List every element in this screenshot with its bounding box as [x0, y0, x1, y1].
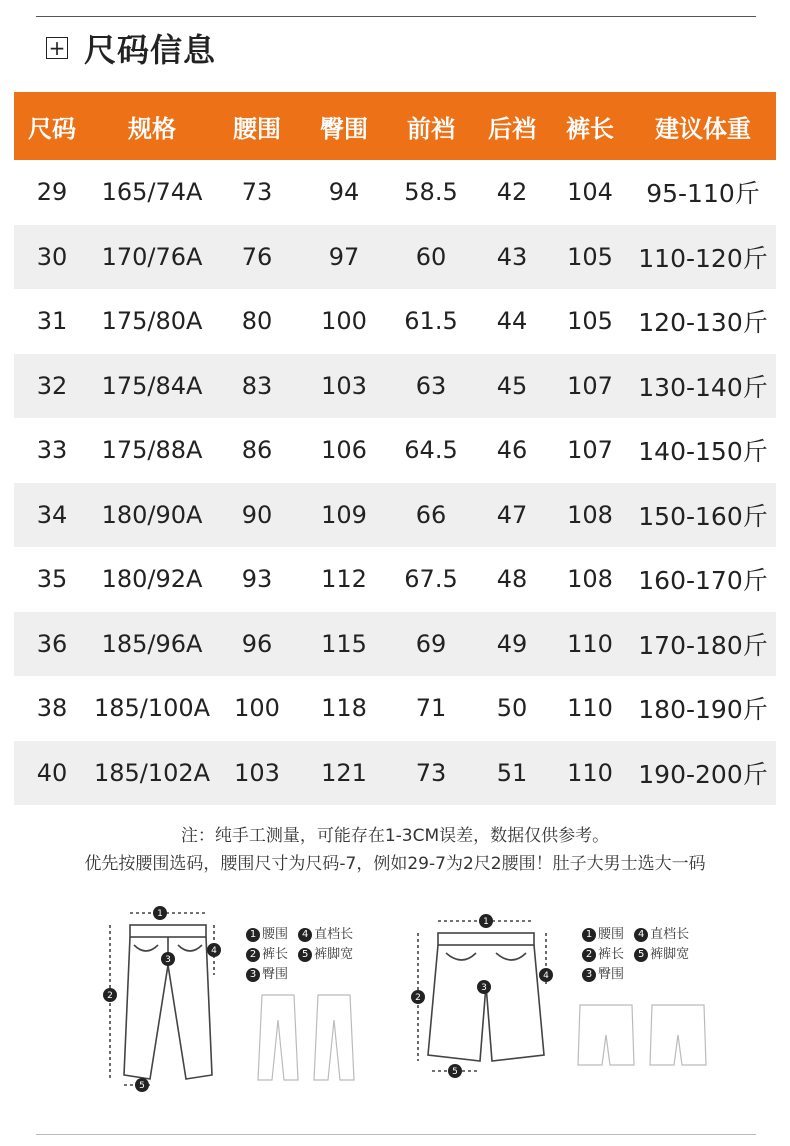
- table-row: [14, 354, 776, 419]
- cell-front-rise: 66: [388, 483, 474, 548]
- legend-rise: 直档长: [314, 927, 354, 942]
- section-header: [46, 28, 216, 68]
- legend-shorts: [582, 925, 695, 985]
- cell-spec: 185/96A: [90, 612, 214, 677]
- cell-waist: 96: [214, 612, 300, 677]
- svg-text:4: 4: [211, 946, 217, 956]
- cell-size: 31: [36, 307, 68, 336]
- cell-length: 108: [567, 565, 613, 594]
- cell-hip: 121: [300, 741, 388, 806]
- cell-weight: 150-160斤: [630, 483, 776, 548]
- cell-waist: 73: [241, 178, 273, 207]
- cell-hip: 100: [321, 307, 367, 336]
- cell-size: 30: [14, 225, 90, 290]
- cell-spec: 180/90A: [90, 483, 214, 548]
- cell-waist: 76: [214, 225, 300, 290]
- cell-length: 107: [550, 354, 630, 419]
- legend-hem: 裤脚宽: [650, 947, 690, 962]
- cell-front-rise: 71: [415, 694, 447, 723]
- header-hip: 臀围: [300, 92, 388, 160]
- cell-back-rise: 44: [496, 307, 528, 336]
- svg-text:2: 2: [107, 991, 113, 1001]
- cell-waist: 83: [214, 354, 300, 419]
- cell-back-rise: 49: [474, 612, 550, 677]
- svg-text:5: 5: [139, 1081, 145, 1091]
- note-line-1: 注：纯手工测量，可能存在1-3CM误差，数据仅供参考。: [180, 826, 610, 846]
- header-waist: 腰围: [214, 92, 300, 160]
- legend-hip: 臀围: [598, 967, 625, 982]
- cell-length: 108: [550, 483, 630, 548]
- cell-length: 110: [567, 694, 613, 723]
- legend-num-4: 4: [298, 928, 312, 942]
- page-title: 尺码信息: [84, 31, 217, 69]
- cell-spec: 165/74A: [101, 178, 203, 207]
- cell-front-rise: 61.5: [404, 307, 458, 336]
- cell-waist: 80: [241, 307, 273, 336]
- cell-length: 110: [550, 612, 630, 677]
- cell-back-rise: 51: [474, 741, 550, 806]
- legend-num-3: 3: [246, 968, 260, 982]
- cell-spec: 185/102A: [90, 741, 214, 806]
- legend-num-5: 5: [634, 948, 648, 962]
- cell-hip: 109: [300, 483, 388, 548]
- cell-length: 107: [567, 436, 613, 465]
- cell-back-rise: 45: [474, 354, 550, 419]
- cell-hip: 112: [321, 565, 367, 594]
- legend-num-2: 2: [582, 948, 596, 962]
- cell-front-rise: 69: [388, 612, 474, 677]
- cell-back-rise: 42: [496, 178, 528, 207]
- legend-length: 裤长: [262, 947, 289, 962]
- cell-hip: 97: [300, 225, 388, 290]
- header-spec: 规格: [90, 92, 214, 160]
- cell-weight: 95-110斤: [646, 179, 760, 209]
- measurement-diagram: [0, 895, 790, 1120]
- cell-size: 29: [36, 178, 68, 207]
- legend-hip: 臀围: [262, 967, 289, 982]
- cell-hip: 103: [300, 354, 388, 419]
- cell-waist: 100: [234, 694, 280, 723]
- cell-length: 105: [550, 225, 630, 290]
- cell-size: 33: [36, 436, 68, 465]
- cell-size: 36: [14, 612, 90, 677]
- cell-length: 104: [567, 178, 613, 207]
- legend-hem: 裤脚宽: [314, 947, 354, 962]
- cell-spec: 175/80A: [101, 307, 203, 336]
- svg-text:2: 2: [415, 993, 421, 1003]
- table-row: [14, 160, 776, 225]
- cell-weight: 170-180斤: [630, 612, 776, 677]
- bottom-rule: [36, 1134, 756, 1135]
- cell-size: 38: [36, 694, 68, 723]
- legend-num-1: 1: [582, 928, 596, 942]
- table-header-row: [14, 92, 776, 160]
- svg-text:1: 1: [483, 917, 489, 927]
- cell-back-rise: 48: [496, 565, 528, 594]
- cell-length: 105: [567, 307, 613, 336]
- cell-weight: 120-130斤: [638, 308, 768, 338]
- header-size: 尺码: [14, 92, 90, 160]
- table-row: [14, 483, 776, 548]
- cell-weight: 180-190斤: [638, 695, 768, 725]
- cell-weight: 190-200斤: [630, 741, 776, 806]
- table-row: [14, 225, 776, 290]
- cell-weight: 140-150斤: [638, 437, 768, 467]
- cell-spec: 175/88A: [101, 436, 203, 465]
- legend-num-4: 4: [634, 928, 648, 942]
- cell-front-rise: 73: [388, 741, 474, 806]
- table-row: [14, 612, 776, 677]
- cell-waist: 103: [214, 741, 300, 806]
- cell-front-rise: 60: [388, 225, 474, 290]
- cell-waist: 93: [241, 565, 273, 594]
- svg-text:3: 3: [165, 955, 171, 965]
- header-back-rise: 后裆: [474, 92, 550, 160]
- size-table: [14, 92, 776, 805]
- cell-weight: 130-140斤: [630, 354, 776, 419]
- legend-num-3: 3: [582, 968, 596, 982]
- cell-hip: 115: [300, 612, 388, 677]
- cell-waist: 86: [241, 436, 273, 465]
- table-row: [14, 741, 776, 806]
- cell-front-rise: 67.5: [404, 565, 458, 594]
- svg-text:4: 4: [543, 971, 549, 981]
- legend-num-2: 2: [246, 948, 260, 962]
- cell-waist: 90: [214, 483, 300, 548]
- plus-box-icon: +: [46, 37, 68, 59]
- cell-weight: 160-170斤: [638, 566, 768, 596]
- legend-waist: 腰围: [262, 927, 289, 942]
- top-rule: [36, 16, 756, 17]
- legend-num-1: 1: [246, 928, 260, 942]
- note-line-2: 优先按腰围选码，腰围尺寸为尺码-7，例如29-7为2尺2腰围！肚子大男士选大一码: [84, 854, 706, 874]
- cell-size: 40: [14, 741, 90, 806]
- header-front-rise: 前裆: [388, 92, 474, 160]
- cell-size: 35: [36, 565, 68, 594]
- cell-back-rise: 47: [474, 483, 550, 548]
- cell-spec: 170/76A: [90, 225, 214, 290]
- notes: [0, 822, 790, 878]
- cell-back-rise: 50: [496, 694, 528, 723]
- header-length: 裤长: [550, 92, 630, 160]
- legend-waist: 腰围: [598, 927, 625, 942]
- cell-front-rise: 64.5: [404, 436, 458, 465]
- table-row: [14, 547, 776, 612]
- cell-back-rise: 43: [474, 225, 550, 290]
- cell-hip: 106: [321, 436, 367, 465]
- cell-size: 32: [14, 354, 90, 419]
- cell-front-rise: 63: [388, 354, 474, 419]
- table-row: [14, 418, 776, 483]
- cell-spec: 180/92A: [101, 565, 203, 594]
- legend-rise: 直档长: [650, 927, 690, 942]
- cell-size: 34: [14, 483, 90, 548]
- cell-spec: 185/100A: [93, 694, 211, 723]
- cell-front-rise: 58.5: [404, 178, 458, 207]
- legend-num-5: 5: [298, 948, 312, 962]
- legend-trousers: [246, 925, 359, 985]
- cell-hip: 94: [328, 178, 360, 207]
- cell-length: 110: [550, 741, 630, 806]
- svg-text:3: 3: [481, 983, 487, 993]
- cell-spec: 175/84A: [90, 354, 214, 419]
- cell-hip: 118: [321, 694, 367, 723]
- table-row: [14, 289, 776, 354]
- table-row: [14, 676, 776, 741]
- header-weight: 建议体重: [630, 92, 776, 160]
- cell-weight: 110-120斤: [630, 225, 776, 290]
- cell-back-rise: 46: [496, 436, 528, 465]
- legend-length: 裤长: [598, 947, 625, 962]
- svg-text:5: 5: [452, 1067, 458, 1077]
- svg-text:1: 1: [157, 909, 163, 919]
